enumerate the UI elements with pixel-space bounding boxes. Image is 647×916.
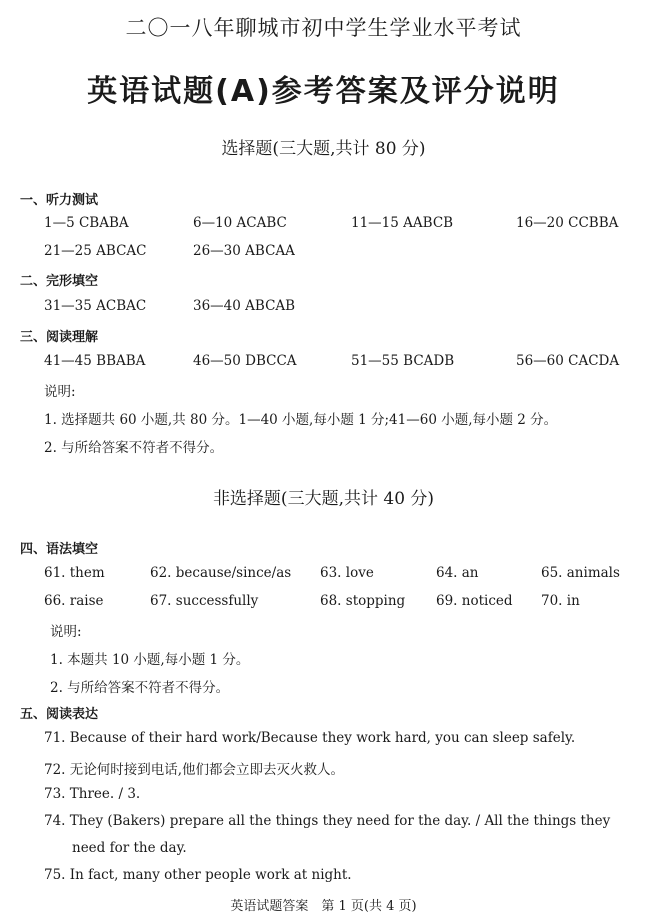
answer-item: 63. love [320,565,374,581]
note-item: 1. 本题共 10 小题,每小题 1 分。 [50,652,250,668]
answer-item: 64. an [436,565,479,581]
note-item: 2. 与所给答案不符者不得分。 [44,440,224,456]
notes-label: 说明: [50,624,82,640]
answer-line: 71. Because of their hard work/Because they work hard, you can sleep safely. [44,730,576,746]
answer-group: 11—15 AABCB [351,215,454,231]
answer-item: 66. raise [44,593,104,609]
answer-item: 62. because/since/as [150,565,292,581]
part2-heading: 非选择题(三大题,共计 40 分) [212,489,435,509]
answer-group: 6—10 ACABC [193,215,287,231]
answer-group: 36—40 ABCAB [193,298,296,314]
answer-group: 21—25 ABCAC [44,243,147,259]
part1-heading: 选择题(三大题,共计 80 分) [221,139,426,159]
exam-title: 二〇一八年聊城市初中学生学业水平考试 [125,16,522,40]
answer-line: 73. Three. / 3. [44,786,141,802]
answer-item: 70. in [541,593,580,609]
section-reading-title: 三、阅读理解 [20,330,99,345]
document-title: 英语试题(A)参考答案及评分说明 [87,74,560,109]
answer-line: 75. In fact, many other people work at night. [44,867,352,883]
note-item: 1. 选择题共 60 小题,共 80 分。1—40 小题,每小题 1 分;41—60 小题,每小题 2 分。 [44,412,558,428]
section-grammar-title: 四、语法填空 [20,542,99,557]
note-item: 2. 与所给答案不符者不得分。 [50,680,230,696]
answer-line: 72. 无论何时接到电话,他们都会立即去灭火救人。 [44,762,345,778]
answer-group: 56—60 CACDA [516,353,620,369]
answer-group: 51—55 BCADB [351,353,455,369]
section-reading-expression-title: 五、阅读表达 [20,707,99,722]
answer-group: 26—30 ABCAA [193,243,295,259]
section-listening-title: 一、听力测试 [20,193,99,208]
notes-label: 说明: [44,384,76,400]
answer-line: 74. They (Bakers) prepare all the things they need for the day. / All the things they [44,813,611,829]
answer-group: 31—35 ACBAC [44,298,147,314]
answer-line-continuation: need for the day. [72,840,187,856]
answer-group: 16—20 CCBBA [516,215,619,231]
answer-group: 41—45 BBABA [44,353,146,369]
answer-item: 61. them [44,565,105,581]
section-cloze-title: 二、完形填空 [20,274,99,289]
answer-item: 68. stopping [320,593,406,609]
answer-item: 67. successfully [150,593,259,609]
answer-group: 1—5 CBABA [44,215,129,231]
answer-item: 65. animals [541,565,620,581]
page-footer: 英语试题答案 第 1 页(共 4 页) [230,899,417,914]
answer-group: 46—50 DBCCA [193,353,297,369]
answer-item: 69. noticed [436,593,513,609]
